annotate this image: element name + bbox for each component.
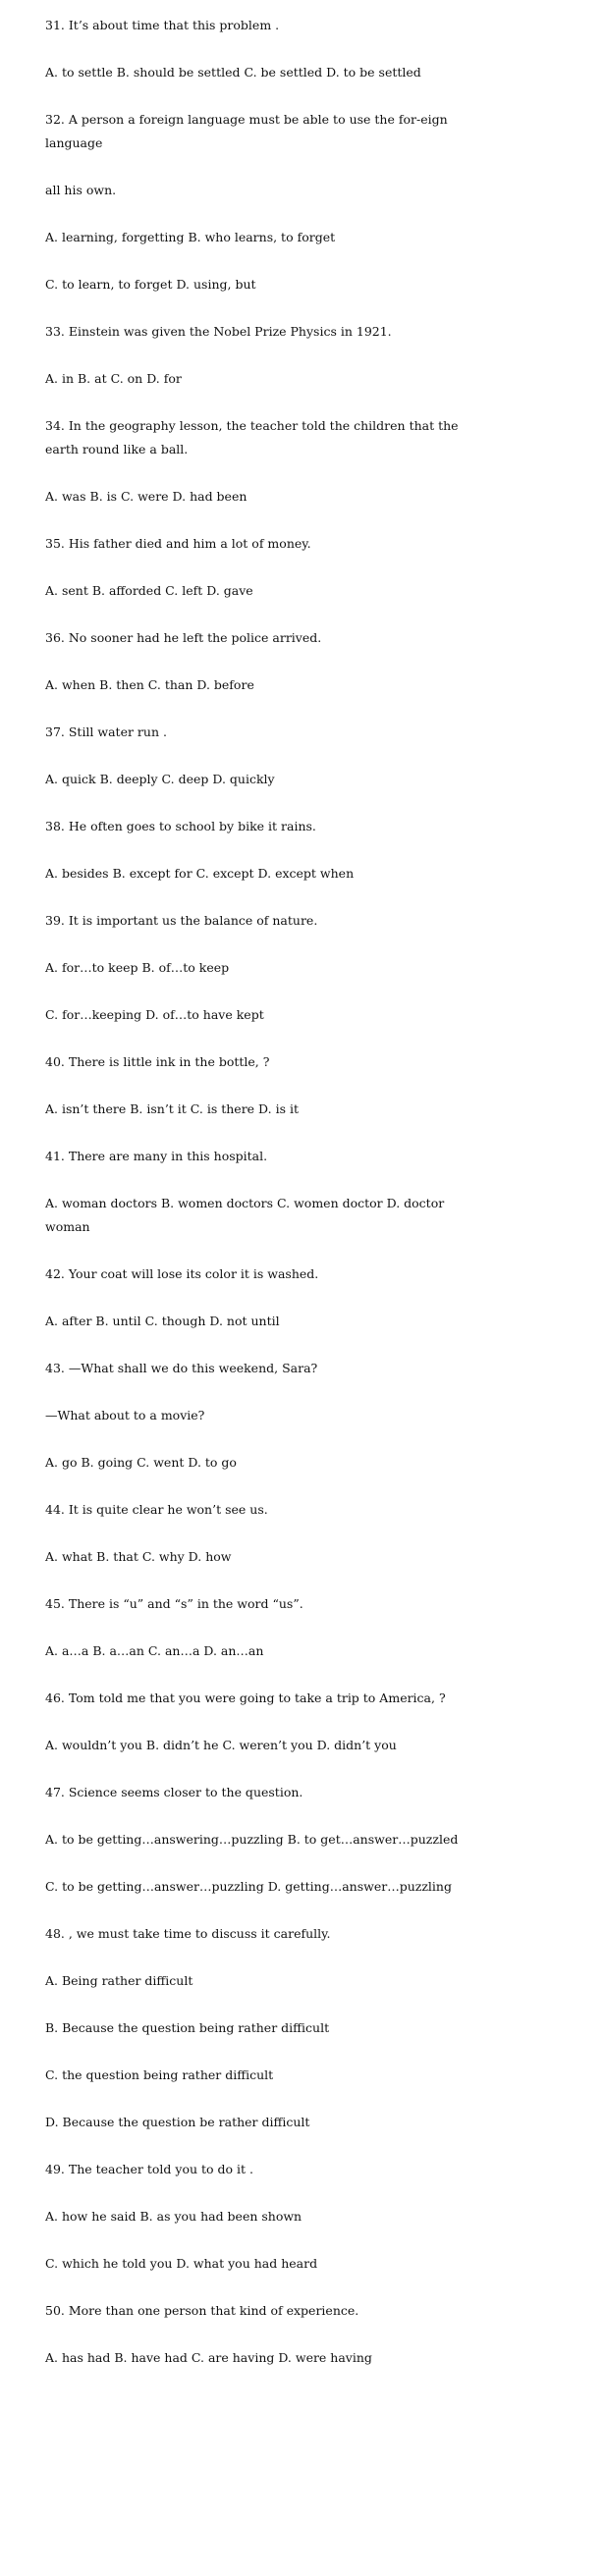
paragraph: A. Being rather difficult [45,1973,193,1988]
paragraph: 38. He often goes to school by bike it rains. [45,819,316,833]
paragraph: A. sent B. afforded C. left D. gave [45,583,253,598]
paragraph: 49. The teacher told you to do it . [45,2162,254,2176]
paragraph: D. Because the question be rather difficult [45,2115,310,2129]
paragraph: 37. Still water run . [45,724,167,739]
paragraph: 33. Einstein was given the Nobel Prize Physics in 1921. [45,324,392,339]
paragraph: A. woman doctors B. women doctors C. women doctor D. doctor woman [45,1196,445,1234]
paragraph: A. to be getting…answering…puzzling B. to get…answer…puzzled [45,1832,459,1847]
paragraph: 43. —What shall we do this weekend, Sara? [45,1361,318,1375]
paragraph: A. isn’t there B. isn’t it C. is there D. is it [45,1101,299,1116]
paragraph: A. was B. is C. were D. had been [45,489,248,504]
paragraph: A. when B. then C. than D. before [45,677,254,692]
paragraph: 45. There is “u” and “s” in the word “us”. [45,1596,303,1611]
paragraph: A. to settle B. should be settled C. be settled D. to be settled [45,65,421,80]
paragraph: 32. A person a foreign language must be able to use the for-eign language [45,112,448,150]
paragraph: A. after B. until C. though D. not until [45,1314,280,1328]
paragraph: A. what B. that C. why D. how [45,1549,232,1564]
paragraph: 46. Tom told me that you were going to take a trip to America, ? [45,1690,446,1705]
document-body [45,14,477,2393]
paragraph: A. has had B. have had C. are having D. were having [45,2350,372,2365]
paragraph: B. Because the question being rather difficult [45,2020,330,2035]
paragraph: A. quick B. deeply C. deep D. quickly [45,772,275,786]
paragraph: C. for…keeping D. of…to have kept [45,1007,264,1022]
paragraph: 47. Science seems closer to the question. [45,1785,303,1799]
paragraph: all his own. [45,183,117,197]
paragraph: A. in B. at C. on D. for [45,371,182,386]
paragraph: 48. , we must take time to discuss it carefully. [45,1926,331,1941]
paragraph: 50. More than one person that kind of experience. [45,2303,359,2318]
paragraph: 41. There are many in this hospital. [45,1149,268,1163]
paragraph: 40. There is little ink in the bottle, ? [45,1054,270,1069]
paragraph: 36. No sooner had he left the police arrived. [45,630,322,645]
paragraph: A. a…a B. a…an C. an…a D. an…an [45,1643,264,1658]
paragraph: 39. It is important us the balance of nature. [45,913,318,928]
paragraph: A. how he said B. as you had been shown [45,2209,302,2224]
paragraph: C. which he told you D. what you had heard [45,2256,318,2271]
paragraph: A. go B. going C. went D. to go [45,1455,237,1470]
paragraph: —What about to a movie? [45,1408,205,1422]
paragraph: 35. His father died and him a lot of money. [45,536,311,551]
paragraph: C. the question being rather difficult [45,2067,274,2082]
paragraph: 34. In the geography lesson, the teacher told the children that the earth round like a ball. [45,418,459,456]
paragraph: 44. It is quite clear he won’t see us. [45,1502,268,1517]
paragraph: C. to learn, to forget D. using, but [45,277,256,292]
paragraph: A. for…to keep B. of…to keep [45,960,230,975]
paragraph: A. learning, forgetting B. who learns, to forget [45,230,336,244]
paragraph: C. to be getting…answer…puzzling D. getting…answer…puzzling [45,1879,452,1894]
paragraph: 42. Your coat will lose its color it is washed. [45,1266,319,1281]
paragraph: A. wouldn’t you B. didn’t he C. weren’t you D. didn’t you [45,1738,397,1752]
paragraph: A. besides B. except for C. except D. except when [45,866,355,881]
paragraph: 31. It’s about time that this problem . [45,18,280,32]
